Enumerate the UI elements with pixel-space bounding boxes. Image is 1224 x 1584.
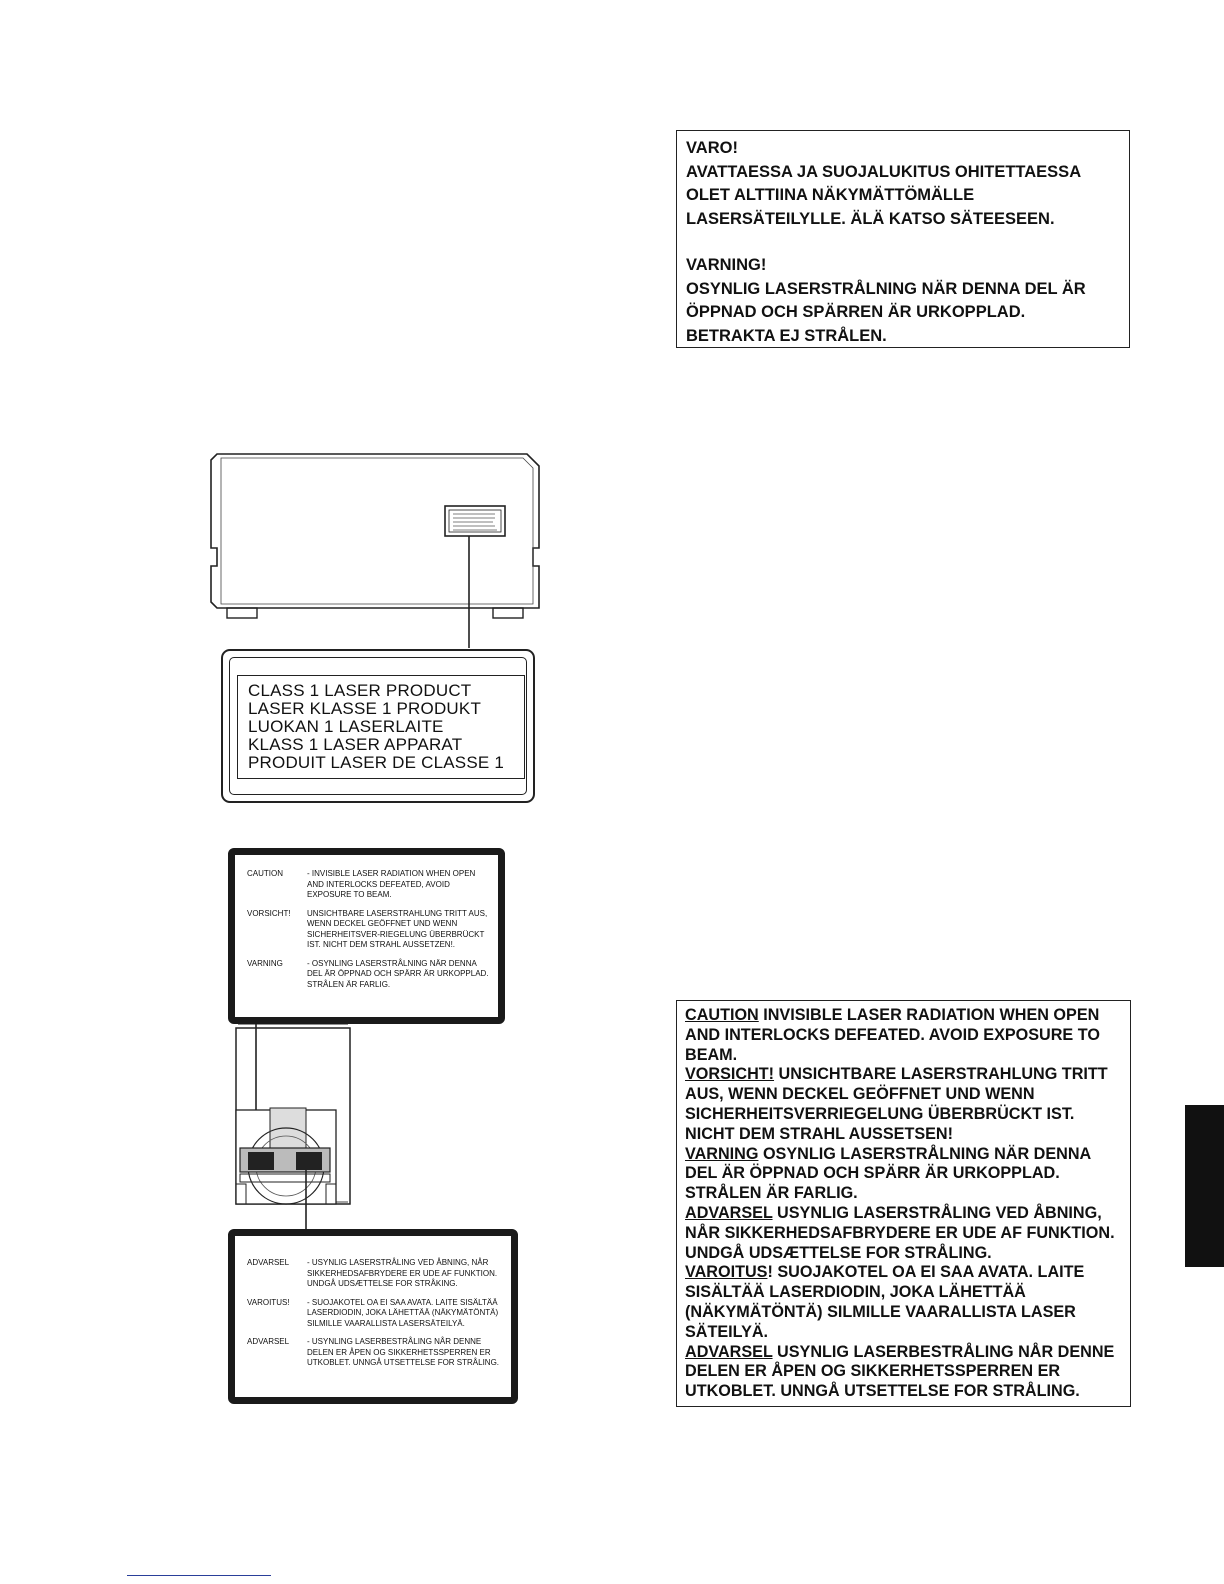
caution-label-b — [228, 1229, 518, 1404]
label-text: - OSYNLING LASERSTRÅLNING NÄR DENNA DEL ÄR ÖPPNAD OCH SPÄRR ÄR URKOPPLAD. STRÅLEN ÄR FARLIG. — [307, 958, 489, 989]
warning-box-finnish-swedish — [676, 130, 1130, 348]
warning-text: SUOJAKOTEL OA EI SAA AVATA. LAITE SISÄLTÄÄ LASERDIODIN, JOKA LÄHETTÄÄ (NÄKYMÄTÖNTÄ) SILMILLE VAARALLISTA LASER SÄTEILYÄ. — [685, 1263, 1085, 1341]
label-row — [241, 869, 492, 901]
warning-line: ÖPPNAD OCH SPÄRREN ÄR URKOPPLAD. — [686, 303, 1026, 321]
warning-box-multilingual — [676, 1000, 1131, 1407]
section-side-tab — [1185, 1105, 1224, 1267]
class-label-line: PRODUIT LASER DE CLASSE 1 — [248, 753, 504, 772]
warning-line: AVATTAESSA JA SUOJALUKITUS OHITETTAESSA — [686, 162, 1082, 181]
warning-paragraph — [685, 1145, 1122, 1204]
warning-term: ADVARSEL — [685, 1203, 773, 1222]
warning-text: UNSICHTBARE LASERSTRAHLUNG TRITT AUS, WENN DECKEL GEÖFFNET UND WENN SICHERHEITSVERRIEGELUNG ÜBERBRÜCKT IST. NICHT DEM STRAHL AUSSETSEN! — [685, 1065, 1108, 1143]
label-term: ADVARSEL — [247, 1258, 290, 1267]
label-row — [241, 959, 492, 991]
warning-heading-swedish: VARNING! — [686, 256, 767, 274]
class-label-line: KLASS 1 LASER APPARAT — [248, 735, 463, 754]
label-row — [241, 1258, 505, 1290]
class-1-laser-label — [221, 649, 535, 803]
warning-paragraph — [685, 1204, 1122, 1263]
label-text: - USYNLIG LASERSTRÅLING VED ÅBNING, NÅR SIKKERHEDSAFBRYDERE ER UDE AF FUNKTION. UNDGÅ UDSÆTTELSE FOR STRÅKING. — [307, 1258, 498, 1288]
label-term: CAUTION — [247, 869, 283, 878]
footer-rule — [127, 1575, 271, 1576]
label-term: VARNING — [247, 958, 283, 968]
label-term: VAROITUS! — [247, 1297, 290, 1307]
label-row — [241, 1337, 505, 1369]
warning-term: ADVARSEL — [685, 1342, 773, 1361]
warning-paragraph: VAROITUS! SUOJAKOTEL OA EI SAA AVATA. LAITE SISÄLTÄÄ LASERDIODIN, JOKA LÄHETTÄÄ (NÄKYMÄTÖNTÄ) SILMILLE VAARALLISTA LASER SÄTEILYÄ. — [685, 1263, 1085, 1341]
warning-term: CAUTION — [685, 1006, 759, 1024]
warning-line: OLET ALTTIINA NÄKYMÄTTÖMÄLLE — [686, 186, 975, 204]
warning-term: VAROITUS — [685, 1263, 768, 1282]
warning-heading-finnish: VARO! — [686, 139, 738, 157]
label-text: - INVISIBLE LASER RADIATION WHEN OPEN AND INTERLOCKS DEFEATED, AVOID EXPOSURE TO BEAM. — [307, 869, 476, 899]
class-label-line: CLASS 1 LASER PRODUCT — [248, 681, 472, 700]
warning-text: USYNLIG LASERSTRÅLING VED ÅBNING, NÅR SIKKERHEDSAFBRYDERE ER UDE AF FUNKTION. UNDGÅ UDSÆTTELSE FOR STRÅLING. — [685, 1203, 1115, 1262]
label-text: - SUOJAKOTEL OA EI SAA AVATA. LAITE SISÄLTÄÄ LASERDIODIN, JOKA LÄHETTÄÄ (NÄKYMÄTÖNTÄ) SILMILLE VAARALLISTA LASERSÄTEILYÄ. — [307, 1297, 499, 1328]
label-text: UNSICHTBARE LASERSTRAHLUNG TRITT AUS, WENN DECKEL GEÖFFNET UND WENN SICHERHEITSVER-RIEGELUNG ÜBERBRÜCKT IST. NICHT DEM STRAHL AUSSETZEN!. — [307, 908, 488, 949]
label-row — [241, 1298, 505, 1330]
label-text: - USYNLING LASERBESTRÅLING NÅR DENNE DELEN ER ÅPEN OG SIKKERHETSSPERREN ER UTKOBLET. UNNGÅ UTSETTELSE FOR STRÅLING. — [307, 1337, 500, 1367]
device-rear-illustration — [205, 448, 545, 653]
label-row — [241, 909, 492, 951]
warning-line: LASERSÄTEILYLLE. ÄLÄ KATSO SÄTEESEEN. — [686, 209, 1055, 228]
warning-line: BETRAKTA EJ STRÅLEN. — [686, 326, 887, 345]
class-label-line: LUOKAN 1 LASERLAITE — [248, 717, 444, 736]
warning-term: VORSICHT! — [685, 1065, 775, 1084]
label-term: ADVARSEL — [247, 1337, 290, 1346]
warning-text: OSYNLIG LASERSTRÅLNING NÄR DENNA DEL ÄR ÖPPNAD OCH SPÄRR ÄR URKOPPLAD. STRÅLEN ÄR FARLIG. — [685, 1144, 1091, 1203]
warning-term: VARNING — [685, 1144, 759, 1163]
device-side-illustration — [230, 1024, 360, 1229]
warning-line: OSYNLIG LASERSTRÅLNING NÄR DENNA DEL ÄR — [686, 279, 1086, 298]
warning-paragraph — [685, 1065, 1122, 1144]
class-label-line: LASER KLASSE 1 PRODUKT — [248, 699, 482, 718]
label-term: VORSICHT! — [247, 908, 291, 918]
warning-text: USYNLIG LASERBESTRÅLING NÅR DENNE DELEN ER ÅPEN OG SIKKERHETSSPERREN ER UTKOBLET. UNNGÅ UTSETTELSE FOR STRÅLING. — [685, 1342, 1115, 1401]
warning-paragraph — [685, 1006, 1122, 1065]
warning-text: INVISIBLE LASER RADIATION WHEN OPEN AND INTERLOCKS DEFEATED. AVOID EXPOSURE TO BEAM. — [685, 1006, 1100, 1064]
warning-paragraph — [685, 1343, 1122, 1402]
caution-label-a — [228, 848, 505, 1024]
